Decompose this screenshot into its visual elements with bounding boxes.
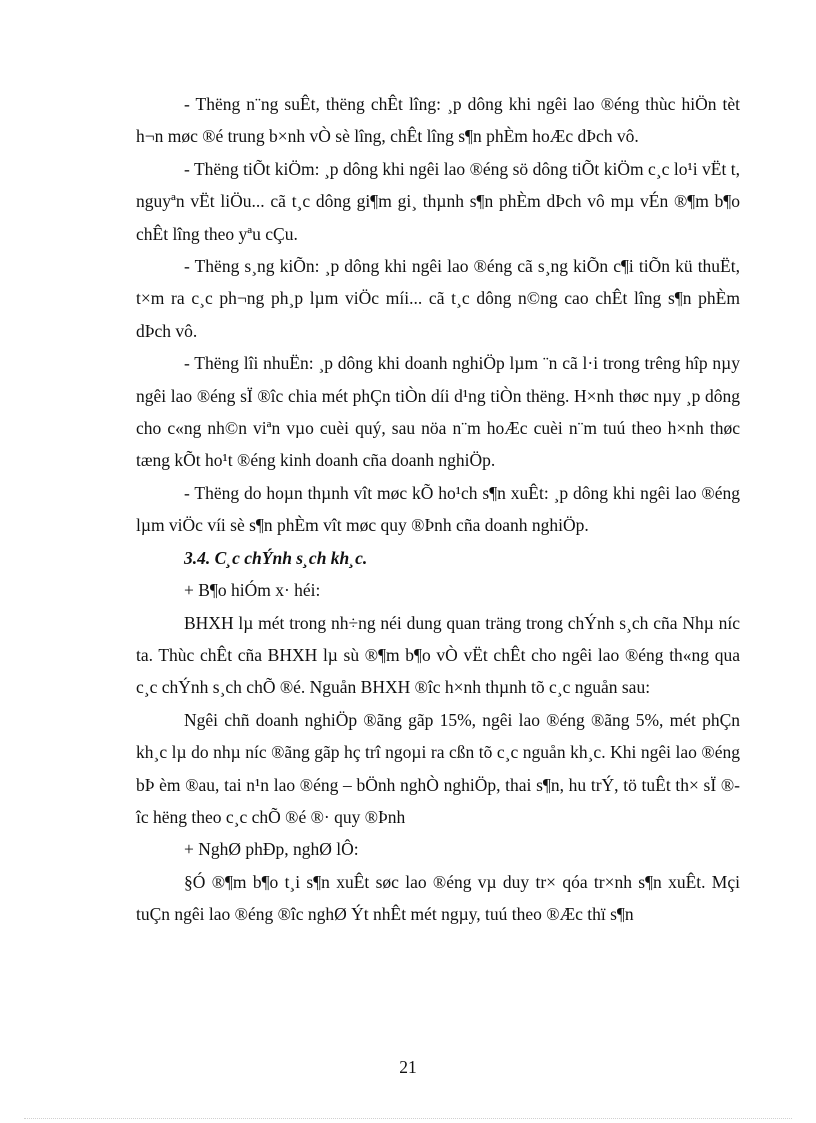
paragraph-contributions: Ngêi chñ doanh nghiÖp ®ãng gãp 15%, ngêi lao ®éng ®ãng 5%, mét phÇn kh¸c lµ do nhµ níc ®ãng gãp hç trî ngoµi ra cßn tõ c¸c nguån kh¸c. Khi ngêi lao ®éng bÞ èm ®au, tai n¹n lao ®éng – bÖnh nghÒ nghiÖp, thai s¶n, hu trÝ, tö tuÊt th× sÏ ®îc hëng theo c¸c chÕ ®é ®· quy ®Þnh xyxy=(136,709,740,827)
paragraph-plan-bonus: - Thëng do hoµn thµnh vît møc kÕ ho¹ch s¶n xuÊt: ¸p dông khi ngêi lao ®éng lµm viÖc víi sè s¶n phÈm vît møc quy ®Þnh cña doanh nghiÖp. xyxy=(136,482,740,536)
bottom-divider xyxy=(24,1118,792,1119)
section-heading: 3.4. C¸c chÝnh s¸ch kh¸c. xyxy=(184,547,368,568)
body-text xyxy=(136,88,740,931)
subheading-social-insurance: + B¶o hiÓm x· héi: xyxy=(184,580,321,601)
paragraph-profit-bonus: - Thëng lîi nhuËn: ¸p dông khi doanh nghiÖp lµm ¨n cã l·i trong trêng hîp nµy ngêi lao ®éng sÏ ®îc chia mét phÇn tiÒn díi d¹ng tiÒn thëng. H×nh thøc nµy ¸p dông cho c«ng nh©n viªn vµo cuèi quý, sau nöa n¨m hoÆc cuèi n¨m tuú theo h×nh thøc tæng kÕt ho¹t ®éng kinh doanh cña doanh nghiÖp. xyxy=(136,353,740,471)
paragraph-saving-bonus: - Thëng tiÕt kiÖm: ¸p dông khi ngêi lao ®éng sö dông tiÕt kiÖm c¸c lo¹i vËt t, nguyªn vËt liÖu... cã t¸c dông gi¶m gi¸ thµnh s¶n phÈm dÞch vô mµ vÉn ®¶m b¶o chÊt lîng theo yªu cÇu. xyxy=(136,158,740,244)
paragraph-leave: §Ó ®¶m b¶o t¸i s¶n xuÊt søc lao ®éng vµ duy tr× qóa tr×nh s¶n xuÊt. Mçi tuÇn ngêi lao ®éng ®îc nghØ Ýt nhÊt mét ngµy, tuú theo ®Æc thï s¶n xyxy=(136,871,740,925)
page-number: 21 xyxy=(399,1057,417,1077)
paragraph-social-insurance: BHXH lµ mét trong nh÷ng néi dung quan träng trong chÝnh s¸ch cña Nhµ níc ta. Thùc chÊt cña BHXH lµ sù ®¶m b¶o vÒ vËt chÊt cho ngêi lao ®éng th«ng qua c¸c chÝnh s¸ch chÕ ®é. Nguån BHXH ®îc h×nh thµnh tõ c¸c nguån sau: xyxy=(136,612,740,698)
paragraph-initiative-bonus: - Thëng s¸ng kiÕn: ¸p dông khi ngêi lao ®éng cã s¸ng kiÕn c¶i tiÕn kü thuËt, t×m ra c¸c ph¬ng ph¸p lµm viÖc míi... cã t¸c dông n©ng cao chÊt lîng s¶n phÈm dÞch vô. xyxy=(136,256,740,341)
subheading-leave: + NghØ phÐp, nghØ lÔ: xyxy=(184,839,359,860)
paragraph-productivity-bonus: - Thëng n¨ng suÊt, thëng chÊt lîng: ¸p dông khi ngêi lao ®éng thùc hiÖn tèt h¬n møc ®é trung b×nh vÒ sè lîng, chÊt lîng s¶n phÈm hoÆc dÞch vô. xyxy=(136,94,740,147)
